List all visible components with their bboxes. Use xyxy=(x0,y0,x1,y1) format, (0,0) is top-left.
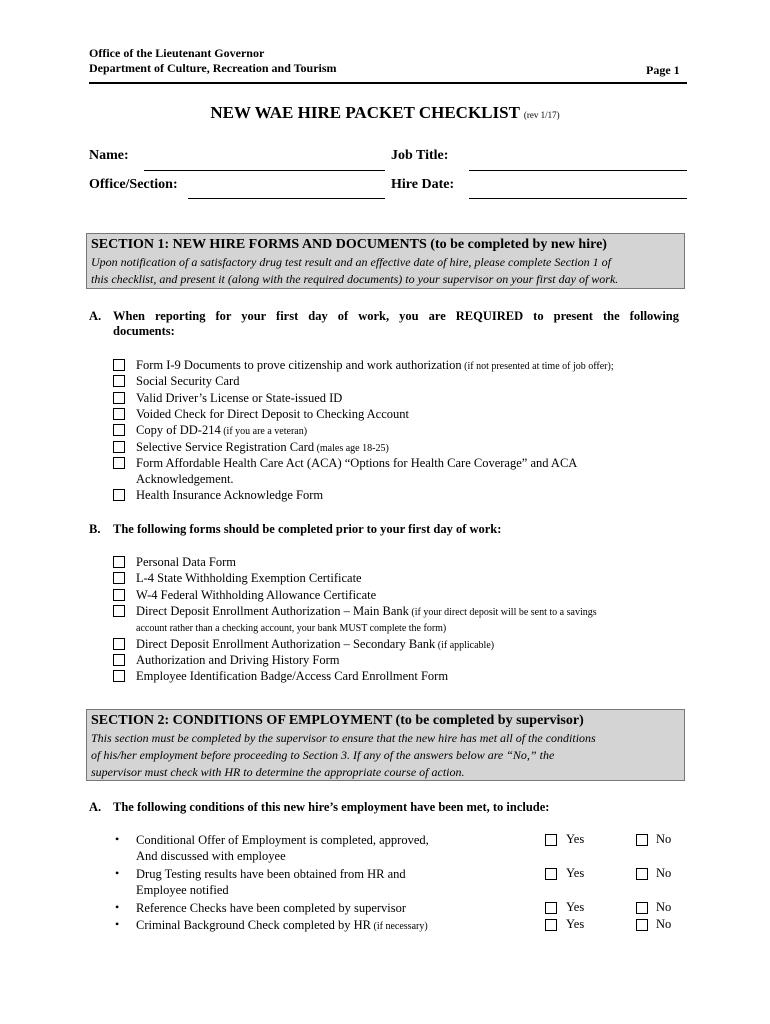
office-section-label: Office/Section: xyxy=(89,177,178,192)
section2-qa-line1: The following conditions of this new hire’s employment have been met, to include: xyxy=(113,800,550,814)
checklist-item-text: W-4 Federal Withholding Allowance Certificate xyxy=(136,587,377,602)
section1-qa-line1: When reporting for your first day of work, you are REQUIRED to present the following xyxy=(113,309,679,323)
checkbox[interactable] xyxy=(113,605,125,617)
checkbox[interactable] xyxy=(113,654,125,666)
section1-note-line1: Upon notification of a satisfactory drug test result and an effective date of hire, please complete Section 1 of xyxy=(91,255,612,269)
checkbox[interactable] xyxy=(113,670,125,682)
checklist-item xyxy=(136,570,362,586)
checkbox[interactable] xyxy=(113,572,125,584)
page-title xyxy=(0,103,770,123)
checklist-item xyxy=(136,636,494,654)
no-label: No xyxy=(656,900,672,914)
bullet-icon: • xyxy=(115,900,120,914)
job-title-field[interactable] xyxy=(469,170,687,171)
checklist-item-text: Selective Service Registration Card xyxy=(136,439,315,454)
condition-text xyxy=(136,917,428,935)
checklist-item-text: Form I-9 Documents to prove citizenship and work authorization xyxy=(136,358,462,372)
checklist-item-text: Form Affordable Health Care Act (ACA) “Options for Health Care Coverage” and ACA xyxy=(136,455,578,470)
checklist-item-note: (males age 18-25) xyxy=(314,442,389,454)
checkbox[interactable] xyxy=(113,638,125,650)
checklist-item-text: Employee Identification Badge/Access Card Enrollment Form xyxy=(136,669,449,684)
no-checkbox[interactable] xyxy=(636,834,648,846)
section2-note-line2: of his/her employment before proceeding to Section 3. If any of the answers below are “No,” the xyxy=(91,748,555,762)
yes-checkbox[interactable] xyxy=(545,868,557,880)
checklist-item xyxy=(136,554,236,570)
checklist-item-text: Social Security Card xyxy=(136,374,240,389)
checklist-item-note: (if you are a veteran) xyxy=(220,426,308,438)
yes-label: Yes xyxy=(566,900,585,914)
yes-checkbox[interactable] xyxy=(545,919,557,931)
section1-qa-line2: documents: xyxy=(113,324,175,338)
checkbox[interactable] xyxy=(113,489,125,501)
bullet-icon: • xyxy=(115,832,120,846)
condition-line2: Employee notified xyxy=(136,883,229,897)
section2-header xyxy=(86,709,685,781)
checklist-item xyxy=(136,603,597,621)
checklist-item xyxy=(136,455,577,471)
checklist-item xyxy=(136,390,342,406)
checklist-item xyxy=(136,668,448,684)
checkbox[interactable] xyxy=(113,556,125,568)
no-checkbox[interactable] xyxy=(636,868,648,880)
checklist-item xyxy=(136,357,614,375)
checklist-item xyxy=(136,406,409,422)
checklist-item-text: Direct Deposit Enrollment Authorization – Main Bank xyxy=(136,603,409,618)
checklist-item xyxy=(136,619,446,637)
checklist-item-note: account rather than a checking account, your bank MUST complete the form) xyxy=(136,623,447,635)
no-checkbox[interactable] xyxy=(636,902,648,914)
checkbox[interactable] xyxy=(113,392,125,404)
section2-note-line3: supervisor must check with HR to determine the appropriate course of action. xyxy=(91,765,465,779)
bullet-icon: • xyxy=(115,917,120,931)
yes-label: Yes xyxy=(566,866,585,880)
department-name: Department of Culture, Recreation and Tourism xyxy=(89,61,337,75)
condition-text xyxy=(136,866,406,898)
section2-note-line1: This section must be completed by the supervisor to ensure that the new hire has met all of the conditions xyxy=(91,731,596,745)
condition-line1: Criminal Background Check completed by HR xyxy=(136,918,372,932)
bullet-icon: • xyxy=(115,866,120,880)
checklist-item-text: Personal Data Form xyxy=(136,555,236,569)
title-text: NEW WAE HIRE PACKET CHECKLIST xyxy=(210,103,520,122)
checklist-item-text: Acknowledgement. xyxy=(136,472,234,487)
checklist-item xyxy=(136,471,234,487)
checkbox[interactable] xyxy=(113,408,125,420)
office-name: Office of the Lieutenant Governor xyxy=(89,46,265,60)
checklist-item xyxy=(136,422,307,440)
section1-note-line2: this checklist, and present it (along with the required documents) to your supervisor on your first day of work. xyxy=(91,272,619,286)
checklist-item-text: Health Insurance Acknowledge Form xyxy=(136,488,324,503)
condition-line1: Drug Testing results have been obtained from HR and xyxy=(136,867,406,881)
checkbox[interactable] xyxy=(113,375,125,387)
no-label: No xyxy=(656,917,672,931)
header-divider xyxy=(89,82,687,84)
yes-checkbox[interactable] xyxy=(545,834,557,846)
revision-label: (rev 1/17) xyxy=(523,110,560,120)
checklist-item-text: Copy of DD-214 xyxy=(136,423,221,438)
no-checkbox[interactable] xyxy=(636,919,648,931)
checklist-item xyxy=(136,439,389,457)
checklist-item xyxy=(136,587,376,603)
name-label: Name: xyxy=(89,148,129,163)
yes-label: Yes xyxy=(566,917,585,931)
condition-text xyxy=(136,900,406,916)
condition-line2: And discussed with employee xyxy=(136,849,286,863)
condition-line1: Conditional Offer of Employment is completed, approved, xyxy=(136,833,429,847)
checkbox[interactable] xyxy=(113,359,125,371)
section1-heading: SECTION 1: NEW HIRE FORMS AND DOCUMENTS (to be completed by new hire) xyxy=(91,237,607,252)
section1-header xyxy=(86,233,685,289)
no-label: No xyxy=(656,866,672,880)
condition-line1: Reference Checks have been completed by supervisor xyxy=(136,901,407,915)
office-section-field[interactable] xyxy=(188,198,385,199)
hire-date-label: Hire Date: xyxy=(391,177,455,192)
checklist-item-text: Direct Deposit Enrollment Authorization – Secondary Bank xyxy=(136,636,436,651)
checklist-item xyxy=(136,373,239,389)
checklist-item-text: Authorization and Driving History Form xyxy=(136,652,340,667)
checklist-item xyxy=(136,487,323,503)
checklist-item xyxy=(136,652,339,668)
checklist-item-note: (if your direct deposit will be sent to a savings xyxy=(408,606,597,618)
checklist-item-note: (if not presented at time of job offer); xyxy=(461,361,614,372)
condition-note: (if necessary) xyxy=(371,921,428,932)
job-title-label: Job Title: xyxy=(391,148,449,163)
section1-qb-letter: B. xyxy=(89,522,101,536)
hire-date-field[interactable] xyxy=(469,198,687,199)
checklist-item-text: Voided Check for Direct Deposit to Checking Account xyxy=(136,406,409,421)
section1-qb-line1: The following forms should be completed prior to your first day of work: xyxy=(113,522,502,536)
section1-qa-letter: A. xyxy=(89,309,102,323)
section2-heading: SECTION 2: CONDITIONS OF EMPLOYMENT (to be completed by supervisor) xyxy=(91,713,584,728)
section2-qa-letter: A. xyxy=(89,800,102,814)
no-label: No xyxy=(656,832,672,846)
condition-text xyxy=(136,832,429,864)
checkbox[interactable] xyxy=(113,589,125,601)
checkbox[interactable] xyxy=(113,424,125,436)
checklist-item-note: (if applicable) xyxy=(435,639,495,651)
checkbox[interactable] xyxy=(113,457,125,469)
name-field[interactable] xyxy=(144,170,385,171)
yes-label: Yes xyxy=(566,832,585,846)
page-number: Page 1 xyxy=(646,63,680,77)
checkbox[interactable] xyxy=(113,441,125,453)
checklist-item-text: Valid Driver’s License or State-issued ID xyxy=(136,390,343,405)
yes-checkbox[interactable] xyxy=(545,902,557,914)
checklist-item-text: L-4 State Withholding Exemption Certificate xyxy=(136,571,362,586)
